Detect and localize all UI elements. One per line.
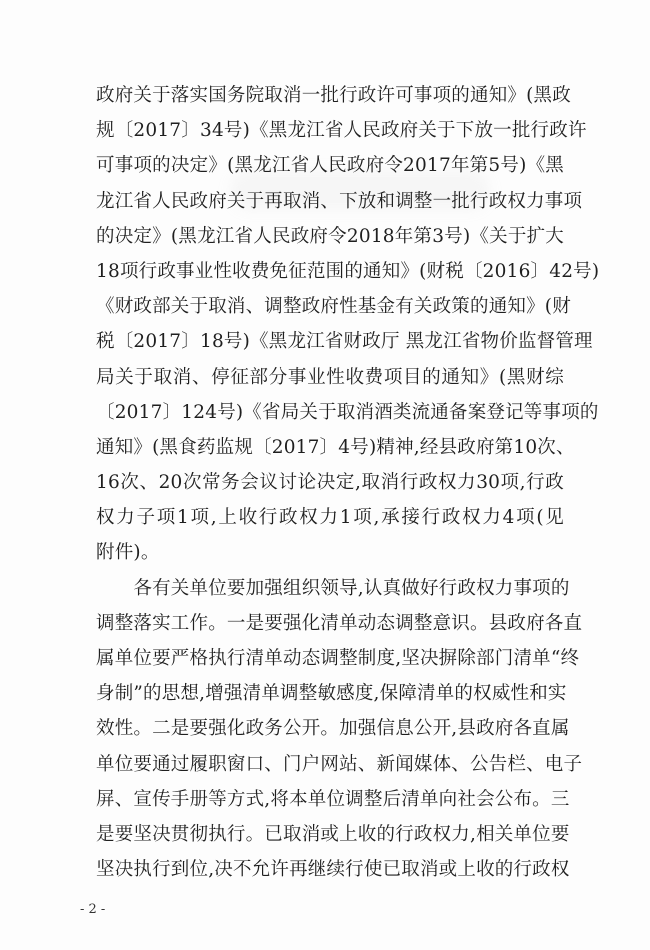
text-line: 身制”的思想,增强清单调整敏感度,保障清单的权威性和实 — [96, 683, 567, 705]
text-line: 龙江省人民政府关于再取消、下放和调整一批行政权力事项 — [96, 190, 583, 212]
text-line: 单位要通过履职窗口、门户网站、新闻媒体、公告栏、电子 — [96, 753, 583, 775]
document-body — [96, 78, 600, 887]
text-line: 属单位要严格执行清单动态调整制度,坚决摒除部门清单“终 — [96, 648, 580, 669]
text-line: 调整落实工作。一是要强化清单动态调整意识。县政府各直 — [96, 612, 583, 634]
text-line: 屏、宣传手册等方式,将本单位调整后清单向社会公布。三 — [96, 788, 570, 810]
text-line: 税〔2017〕18号)《黑龙江省财政厅 黑龙江省物价监督管理 — [96, 331, 593, 353]
text-line: 政府关于落实国务院取消一批行政许可事项的通知》(黑政 — [96, 85, 571, 106]
page-number: - 2 - — [80, 902, 106, 917]
paragraph-2 — [96, 571, 583, 888]
text-line: 可事项的决定》(黑龙江省人民政府令2017年第5号)《黑 — [96, 155, 564, 177]
text-line: 规〔2017〕34号)《黑龙江省人民政府关于下放一批行政许 — [96, 120, 587, 142]
text-line: 权力子项1项,上收行政权力1项,承接行政权力4项(见 — [96, 507, 564, 529]
text-line: 各有关单位要加强组织领导,认真做好行政权力事项的 — [96, 577, 570, 599]
text-line: 附件)。 — [96, 542, 160, 564]
text-line: 18项行政事业性收费免征范围的通知》(财税〔2016〕42号) — [96, 260, 600, 282]
text-line: 16次、20次常务会议讨论决定,取消行政权力30项,行政 — [96, 472, 564, 494]
text-line: 《财政部关于取消、调整政府性基金有关政策的通知》(财 — [96, 296, 571, 318]
text-line: 局关于取消、停征部分事业性收费项目的通知》(黑财综 — [96, 366, 564, 388]
text-line: 效性。二是要强化政务公开。加强信息公开,县政府各直属 — [96, 718, 570, 740]
paragraph-1 — [96, 78, 600, 571]
text-line: 坚决执行到位,决不允许再继续行使已取消或上收的行政权 — [96, 859, 570, 881]
text-line: 的决定》(黑龙江省人民政府令2018年第3号)《关于扩大 — [96, 225, 564, 247]
text-line: 是要坚决贯彻执行。已取消或上收的行政权力,相关单位要 — [96, 823, 570, 845]
text-line: 通知》(黑食药监规〔2017〕4号)精神,经县政府第10次、 — [96, 436, 575, 458]
text-line: 〔2017〕124号)《省局关于取消酒类流通备案登记等事项的 — [96, 401, 599, 423]
